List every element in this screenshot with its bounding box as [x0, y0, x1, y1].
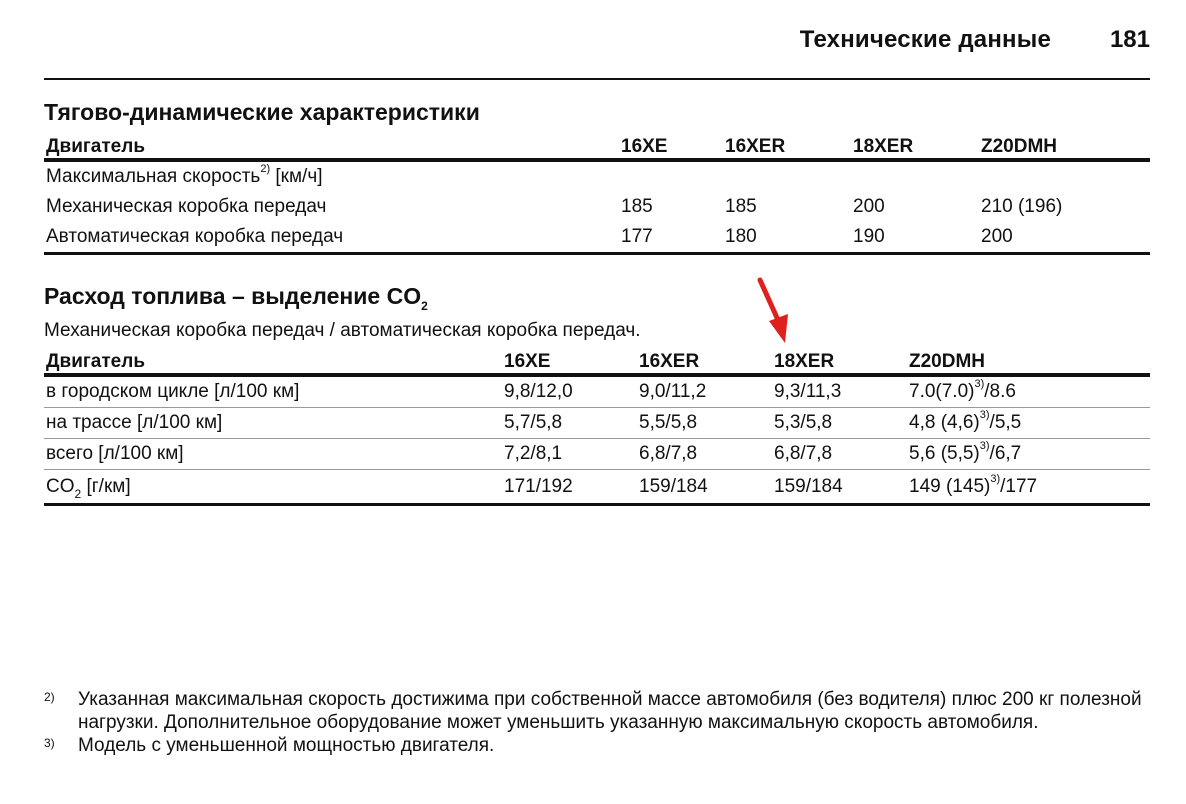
- footnotes: [44, 688, 1150, 757]
- column-header: Двигатель: [44, 349, 502, 375]
- table-cell: 9,0/11,2: [637, 375, 772, 408]
- column-header: Z20DMH: [907, 349, 1150, 375]
- table-row: [44, 408, 1150, 439]
- table-cell: 5,7/5,8: [502, 408, 637, 439]
- column-header: 16XE: [502, 349, 637, 375]
- max-speed-label-cell: [44, 160, 1150, 192]
- table-cell: 9,8/12,0: [502, 375, 637, 408]
- fuel-title-subscript: 2: [421, 299, 428, 313]
- footnote-text: Модель с уменьшенной мощностью двигателя.: [78, 735, 495, 756]
- value-part: 7.0(7.0): [909, 381, 975, 402]
- value-part: 4,8 (4,6): [909, 412, 980, 433]
- footnote-ref: 3): [974, 378, 985, 390]
- value-part: /177: [1000, 475, 1038, 497]
- row-label: [44, 470, 502, 505]
- table-cell: 180: [723, 222, 851, 254]
- footnote: [44, 734, 1150, 757]
- footnote-ref: 3): [979, 409, 990, 421]
- column-header: 16XE: [619, 134, 723, 160]
- arrow-head: [769, 314, 788, 343]
- row-label: Автоматическая коробка передач: [44, 222, 619, 254]
- speed-table: [44, 134, 1150, 255]
- table-row: [44, 470, 1150, 505]
- table-row: [44, 375, 1150, 408]
- label-part: [г/км]: [81, 475, 131, 497]
- table-row: [44, 192, 1150, 222]
- header-title: Технические данные: [799, 26, 1051, 53]
- fuel-section-subtitle: Механическая коробка передач / автоматическая коробка передач.: [44, 320, 641, 341]
- value-part: 5,6 (5,5): [909, 443, 980, 464]
- page-header: [44, 22, 1150, 80]
- speed-section-title: Тягово-динамические характеристики: [44, 99, 480, 125]
- value-part: /5,5: [989, 412, 1022, 433]
- row-label: Механическая коробка передач: [46, 196, 327, 217]
- table-cell: 6,8/7,8: [637, 439, 772, 470]
- header-rule: [44, 78, 1150, 80]
- table-cell: 200: [979, 222, 1150, 254]
- table-cell: 9,3/11,3: [772, 375, 907, 408]
- footnote-mark: 2): [44, 690, 55, 704]
- row-label: в городском цикле [л/100 км]: [44, 375, 502, 408]
- table-header-row: [44, 134, 1150, 160]
- fuel-table: [44, 349, 1150, 506]
- table-cell: 5,5/5,8: [637, 408, 772, 439]
- footnote-ref: 3): [979, 440, 990, 452]
- table-header-row: [44, 349, 1150, 375]
- value-part: 149 (145): [909, 475, 991, 497]
- max-speed-label: Максимальная скорость: [46, 166, 261, 187]
- arrow-shaft: [760, 280, 778, 320]
- footnote: [44, 688, 1150, 734]
- table-cell: 177: [619, 222, 723, 254]
- value-part: /6,7: [989, 443, 1022, 464]
- row-label: всего [л/100 км]: [44, 439, 502, 470]
- table-row: [44, 439, 1150, 470]
- footnote-text: Указанная максимальная скорость достижима при собственной массе автомобиля (без водителя) плюс 200 кг полезной нагрузки. Дополнительное оборудование может уменьшить указанную максимальную скорость автомобиля.: [78, 689, 1142, 733]
- table-cell: 185: [621, 196, 653, 217]
- footnote-ref: 2): [260, 163, 271, 175]
- table-cell: 210 (196): [981, 196, 1063, 217]
- column-header: Z20DMH: [979, 134, 1150, 160]
- label-part: CO: [46, 475, 75, 497]
- fuel-section-title: [44, 283, 428, 313]
- table-cell: [907, 375, 1150, 408]
- table-row: [44, 160, 1150, 192]
- column-header: 18XER: [772, 349, 907, 375]
- table-cell: [907, 470, 1150, 505]
- table-row: [44, 222, 1150, 254]
- table-cell: 171/192: [502, 470, 637, 505]
- table-cell: [907, 408, 1150, 439]
- max-speed-unit: [км/ч]: [270, 166, 323, 187]
- subscript: 2: [74, 486, 82, 501]
- table-cell: 185: [725, 196, 757, 217]
- row-label: на трассе [л/100 км]: [44, 408, 502, 439]
- column-header: 16XER: [637, 349, 772, 375]
- column-header: Двигатель: [44, 134, 619, 160]
- red-arrow-annotation: [752, 276, 792, 346]
- footnote-mark: 3): [44, 736, 55, 750]
- table-cell: 159/184: [772, 470, 907, 505]
- value-part: /8.6: [984, 381, 1016, 402]
- column-header: 16XER: [723, 134, 851, 160]
- table-cell: 5,3/5,8: [772, 408, 907, 439]
- fuel-title-text: Расход топлива – выделение CO: [44, 283, 422, 309]
- table-cell: 190: [851, 222, 979, 254]
- table-cell: 159/184: [637, 470, 772, 505]
- page-number: 181: [1109, 26, 1150, 53]
- table-cell: 7,2/8,1: [502, 439, 637, 470]
- footnote-ref: 3): [990, 472, 1001, 485]
- column-header: 18XER: [851, 134, 979, 160]
- table-cell: 6,8/7,8: [772, 439, 907, 470]
- table-cell: [907, 439, 1150, 470]
- table-cell: 200: [853, 196, 885, 217]
